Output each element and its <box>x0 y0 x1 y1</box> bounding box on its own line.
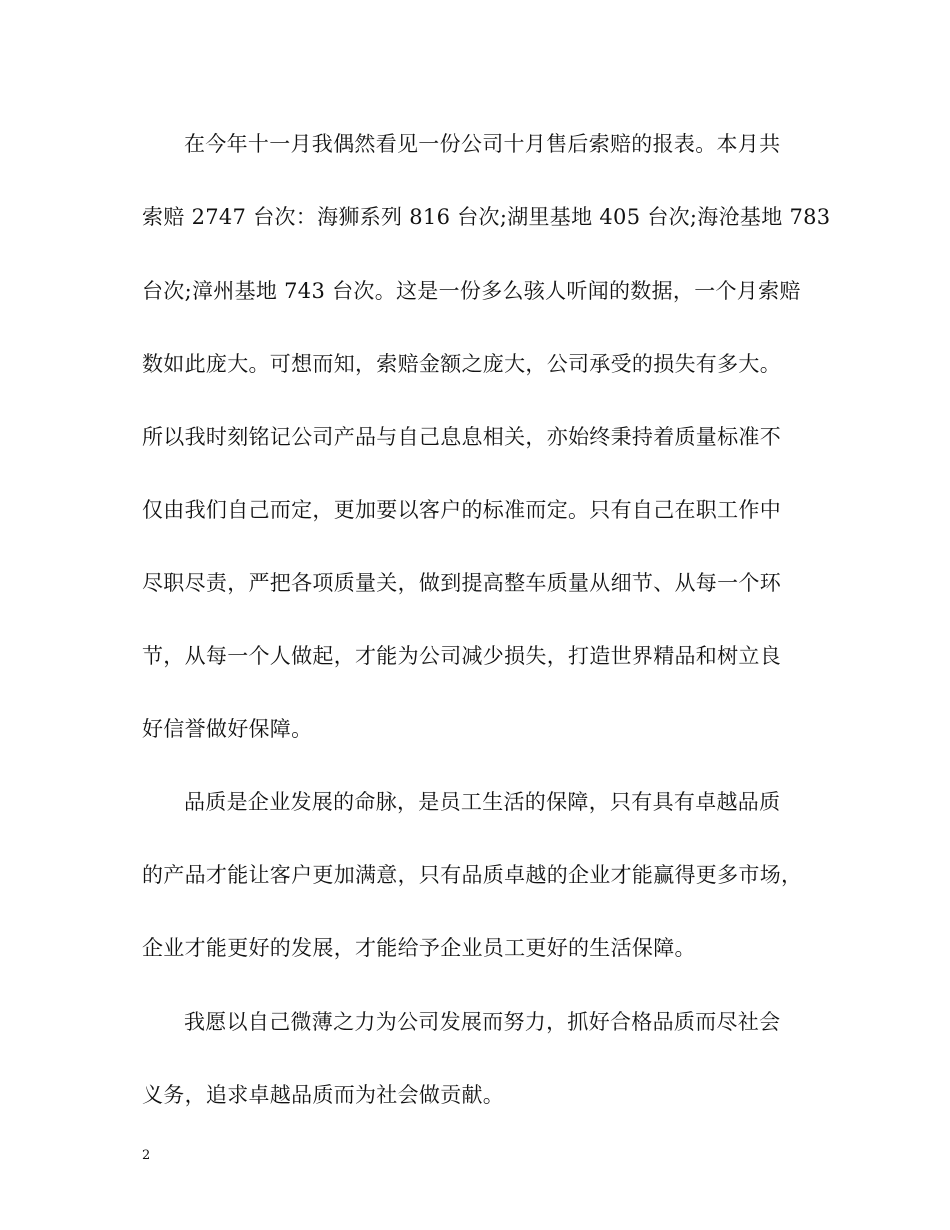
paragraph-1-line-9: 好信誉做好保障。 <box>142 717 313 741</box>
paragraph-1-line-3: 台次;漳州基地 743 台次。这是一份多么骇人听闻的数据，一个月索赔 <box>142 279 801 303</box>
paragraph-2-line-1: 品质是企业发展的命脉，是员工生活的保障，只有具有卓越品质 <box>184 790 781 814</box>
page-number: 2 <box>142 1148 151 1163</box>
paragraph-3-line-1: 我愿以自己微薄之力为公司发展而努力，抓好合格品质而尽社会 <box>184 1010 781 1034</box>
paragraph-1-line-6: 仅由我们自己而定，更加要以客户的标准而定。只有自己在职工作中 <box>142 498 781 522</box>
paragraph-3-line-2: 义务，追求卓越品质而为社会做贡献。 <box>142 1083 505 1107</box>
paragraph-1-line-7: 尽职尽责，严把各项质量关，做到提高整车质量从细节、从每一个环 <box>142 571 781 595</box>
paragraph-1-line-4: 数如此庞大。可想而知，索赔金额之庞大，公司承受的损失有多大。 <box>142 352 781 376</box>
paragraph-1-line-8: 节，从每一个人做起，才能为公司减少损失，打造世界精品和树立良 <box>142 644 781 668</box>
paragraph-1-line-1: 在今年十一月我偶然看见一份公司十月售后索赔的报表。本月共 <box>184 132 781 156</box>
paragraph-1-line-5: 所以我时刻铭记公司产品与自己息息相关，亦始终秉持着质量标准不 <box>142 425 781 449</box>
paragraph-1-line-2: 索赔 2747 台次：海狮系列 816 台次;湖里基地 405 台次;海沧基地 783 <box>142 205 831 229</box>
paragraph-2-line-3: 企业才能更好的发展，才能给予企业员工更好的生活保障。 <box>142 936 696 960</box>
paragraph-2-line-2: 的产品才能让客户更加满意，只有品质卓越的企业才能赢得更多市场， <box>142 863 803 887</box>
